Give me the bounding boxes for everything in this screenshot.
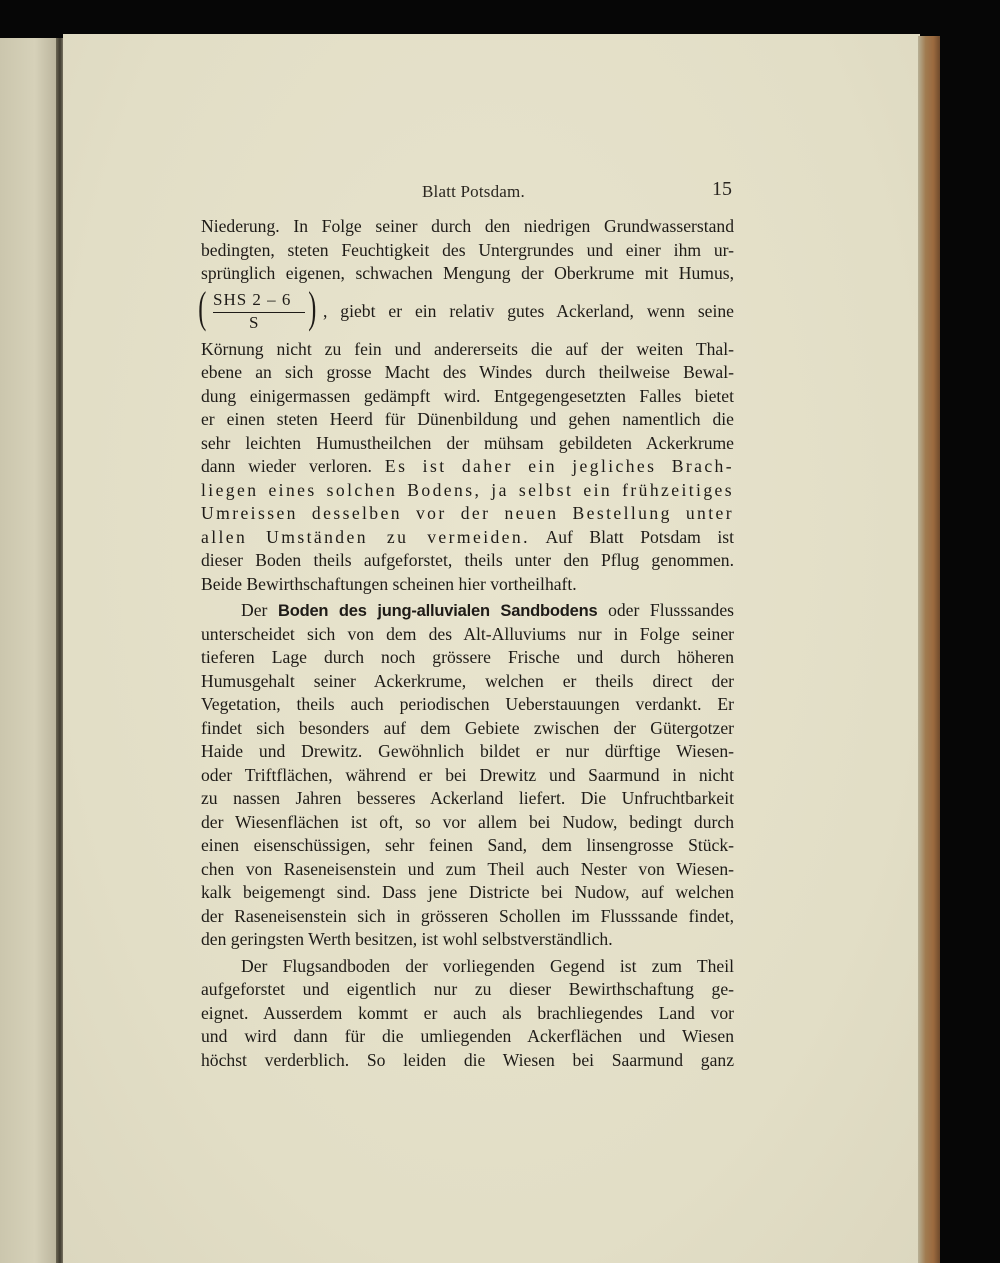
text-segment: Auf Blatt Potsdam ist: [545, 526, 734, 547]
text-segment: oder Flusssandes: [608, 600, 734, 620]
text-line: Niederung. In Folge seiner durch den niedrigen Grundwasserstand: [201, 216, 734, 236]
running-head: [200, 178, 734, 204]
formula-open-paren: (: [198, 282, 207, 332]
formula-close-paren: ): [308, 282, 317, 332]
text-line: bedingten, steten Feuchtigkeit des Untergrundes und einer ihm ur-: [201, 239, 734, 260]
formula-continuation: , giebt er ein relativ gutes Ackerland, wenn seine: [323, 300, 734, 321]
facing-page-edge: [0, 38, 58, 1263]
text-line: Vegetation, theils auch periodischen Ueberstauungen verdankt. Er: [201, 694, 734, 714]
page-number: 15: [712, 178, 732, 200]
text-line: den geringsten Werth besitzen, ist wohl selbstverständlich.: [201, 929, 613, 949]
text-line: einen eisenschüssigen, sehr feinen Sand, dem linsengrosse Stück-: [201, 835, 734, 855]
text-line: Körnung nicht zu fein und andererseits die auf der weiten Thal-: [201, 338, 734, 359]
text-line: höchst verderblich. So leiden die Wiesen bei Saarmund ganz: [201, 1049, 734, 1070]
text-line: kalk beigemengt sind. Dass jene Districte bei Nudow, auf welchen: [201, 882, 734, 902]
humus-formula: [198, 282, 319, 334]
text-segment: dann wieder verloren.: [201, 456, 372, 476]
page-stack-edge: [918, 36, 940, 1263]
formula-denominator: S: [249, 312, 259, 332]
text-line: zu nassen Jahren besseres Ackerland liefert. Die Unfruchtbarkeit: [201, 788, 734, 808]
bold-term: Boden des jung-alluvialen Sandbodens: [277, 602, 598, 620]
emphasized-line: liegen eines solchen Bodens, ja selbst ein frühzeitiges: [201, 479, 734, 500]
formula-line: [198, 282, 734, 338]
text-line: sehr leichten Humustheilchen der mühsam gebildeten Ackerkrume: [201, 432, 734, 453]
text-line: eignet. Ausserdem kommt er auch als brachliegendes Land vor: [201, 1002, 734, 1023]
text-segment: Der: [241, 600, 268, 620]
text-line: ebene an sich grosse Macht des Windes durch theilweise Bewal-: [201, 362, 734, 382]
text-line: aufgeforstet und eigentlich nur zu dieser Bewirthschaftung ge-: [201, 979, 734, 999]
text-line: er einen steten Heerd für Dünenbildung und gehen namentlich die: [201, 409, 734, 429]
text-line: sprünglich eigenen, schwachen Mengung der Oberkrume mit Humus,: [201, 263, 734, 283]
text-line: [201, 526, 734, 550]
text-line: oder Triftflächen, während er bei Drewitz und Saarmund in nicht: [201, 764, 734, 785]
running-title: Blatt Potsdam.: [422, 182, 525, 201]
text-line: Humusgehalt seiner Ackerkrume, welchen er theils direct der: [201, 670, 734, 691]
text-line: [201, 599, 734, 623]
formula-numerator: SHS 2 – 6: [213, 289, 292, 309]
emphasized-text: Es ist daher ein jegliches Brach-: [384, 456, 734, 476]
text-line: chen von Raseneisenstein und zum Theil auch Nester von Wiesen-: [201, 858, 734, 879]
body-text: [198, 215, 734, 1072]
emphasized-line: Umreissen desselben vor der neuen Bestellung unter: [201, 503, 734, 523]
formula-fraction-bar: [213, 312, 305, 313]
text-line: dung einigermassen gedämpft wird. Entgegengesetzten Falles bietet: [201, 385, 734, 406]
text-line: dieser Boden theils aufgeforstet, theils unter den Pflug genommen.: [201, 550, 734, 570]
text-line: tieferen Lage durch noch grössere Frische und durch höheren: [201, 647, 734, 667]
text-line: findet sich besonders auf dem Gebiete zwischen der Gütergotzer: [201, 717, 734, 738]
text-line: unterscheidet sich von dem des Alt-Alluviums nur in Folge seiner: [201, 623, 734, 644]
text-line: [201, 455, 734, 479]
text-line: der Raseneisenstein sich in grösseren Schollen im Flusssande findet,: [201, 905, 734, 926]
text-line: Der Flugsandboden der vorliegenden Gegend ist zum Theil: [241, 955, 734, 976]
text-line: Beide Bewirthschaftungen scheinen hier vortheilhaft.: [201, 573, 577, 594]
text-line: und wird dann für die umliegenden Ackerflächen und Wiesen: [201, 1026, 734, 1046]
text-line: der Wiesenflächen ist oft, so vor allem bei Nudow, bedingt durch: [201, 811, 734, 832]
emphasized-text: allen Umständen zu vermeiden.: [201, 526, 530, 547]
text-line: Haide und Drewitz. Gewöhnlich bildet er nur dürftige Wiesen-: [201, 741, 734, 761]
